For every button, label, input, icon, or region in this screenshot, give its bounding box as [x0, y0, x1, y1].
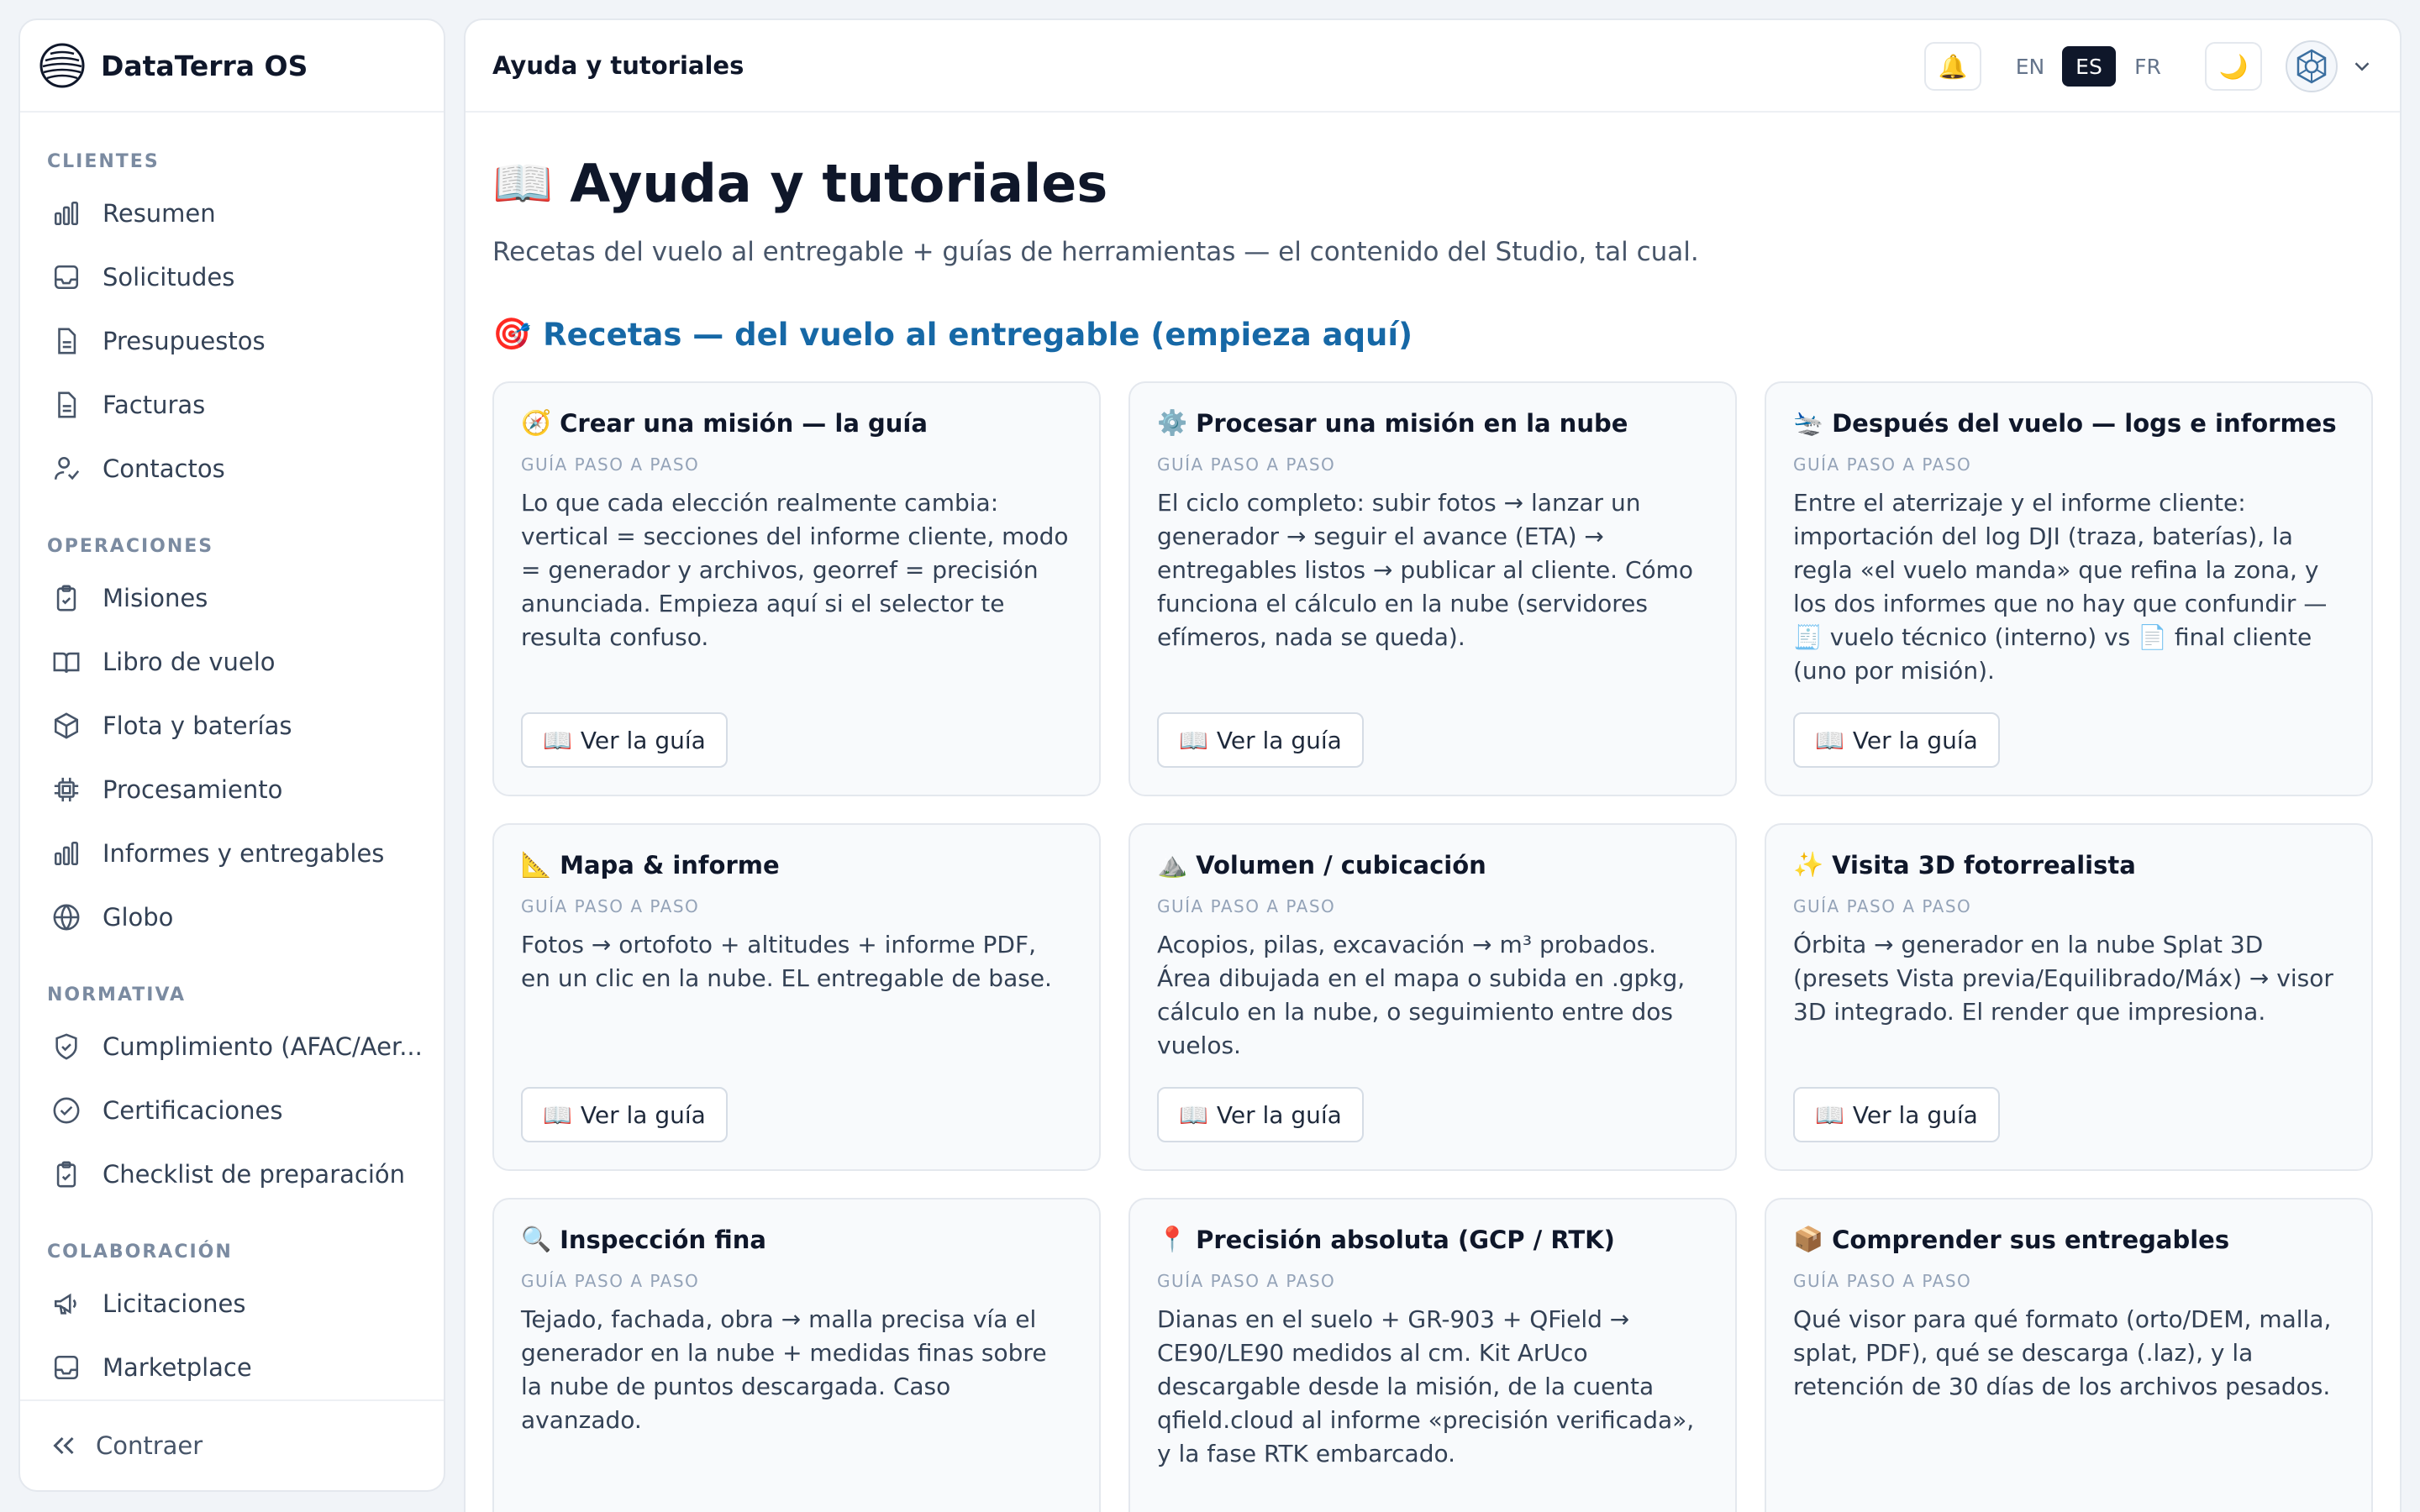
- card-description: Qué visor para qué formato (orto/DEM, malla, splat, PDF), qué se descarga (.laz), y la retención de 30 días de los archivos pesados.: [1793, 1305, 2332, 1400]
- card-title: [1157, 850, 1708, 879]
- card-tag: GUÍA PASO A PASO: [521, 454, 700, 475]
- sidebar-item-contactos[interactable]: [20, 437, 444, 501]
- gear-icon: ⚙️: [1157, 408, 1188, 437]
- sidebar-item-globo[interactable]: [20, 885, 444, 949]
- card-title-text: Visita 3D fotorrealista: [1832, 850, 2136, 879]
- sidebar-item-label: Informes y entregables: [103, 839, 385, 868]
- card-title: [521, 408, 1072, 438]
- contacts-icon: [52, 454, 81, 483]
- recipe-card: [1128, 1198, 1737, 1512]
- notifications-button[interactable]: [1924, 42, 1981, 91]
- recipe-card: [492, 381, 1101, 796]
- triangular-ruler-icon: 📐: [521, 850, 552, 879]
- card-tag: GUÍA PASO A PASO: [1157, 1271, 1336, 1291]
- magnifier-icon: 🔍: [521, 1225, 552, 1253]
- recipe-card: [1765, 823, 2373, 1171]
- card-title-text: Inspección fina: [560, 1225, 766, 1254]
- document-icon: [52, 327, 81, 355]
- card-title: [521, 1225, 1072, 1254]
- card-description: Fotos → ortofoto + altitudes + informe PDF, en un clic en la nube. EL entregable de base.: [521, 931, 1052, 992]
- nav-section-clientes: CLIENTES: [47, 151, 160, 172]
- card-title: [1157, 1225, 1708, 1254]
- card-title-text: Precisión absoluta (GCP / RTK): [1196, 1225, 1615, 1254]
- sidebar-item-label: Globo: [103, 903, 174, 932]
- sidebar-item-label: Facturas: [103, 391, 206, 419]
- sparkles-icon: ✨: [1793, 850, 1824, 879]
- card-title-text: Volumen / cubicación: [1196, 850, 1486, 879]
- network-hex-icon: [2292, 47, 2331, 86]
- sidebar-item-checklist[interactable]: [20, 1142, 444, 1206]
- sidebar-item-label: Licitaciones: [103, 1289, 246, 1318]
- view-guide-button[interactable]: [1793, 1087, 2000, 1142]
- card-title: [1793, 850, 2344, 879]
- sidebar-item-marketplace[interactable]: [20, 1336, 444, 1398]
- recipe-card: [492, 823, 1101, 1171]
- card-description: Acopios, pilas, excavación → m³ probados. Área dibujada en el mapa o subida en .gpkg, cálculo en la nube, o seguimiento entre dos vuelos.: [1157, 931, 1686, 1059]
- card-title-text: Crear una misión — la guía: [560, 408, 928, 438]
- lang-es-button[interactable]: ES: [2062, 46, 2116, 87]
- sidebar-item-libro-de-vuelo[interactable]: [20, 630, 444, 694]
- recipe-card: [1765, 381, 2373, 796]
- bell-icon: 🔔: [1938, 52, 1968, 81]
- bar-chart-icon: [52, 839, 81, 868]
- inbox-icon: [52, 1353, 81, 1382]
- sidebar-item-label: Procesamiento: [103, 775, 283, 804]
- recipe-card: [1765, 1198, 2373, 1512]
- view-guide-button[interactable]: [521, 1087, 728, 1142]
- recipe-card: [492, 1198, 1101, 1512]
- sidebar-item-label: Checklist de preparación: [103, 1160, 406, 1189]
- sidebar-item-presupuestos[interactable]: [20, 309, 444, 373]
- card-title-text: Comprender sus entregables: [1832, 1225, 2230, 1254]
- topbar: [466, 20, 2400, 113]
- card-tag: GUÍA PASO A PASO: [1157, 454, 1336, 475]
- chevron-down-icon[interactable]: [2349, 54, 2375, 79]
- page-title-text: Ayuda y tutoriales: [570, 152, 1108, 214]
- card-description: El ciclo completo: subir fotos → lanzar un generador → seguir el avance (ETA) → entregables listos → publicar al cliente. Cómo funciona el cálculo en la nube (servidores efímeros, nada se queda).: [1157, 489, 1694, 651]
- sidebar-item-label: Cumplimiento (AFAC/Aer...: [103, 1032, 423, 1061]
- sidebar-item-label: Presupuestos: [103, 327, 266, 355]
- section-heading: [492, 316, 2373, 353]
- shield-icon: [52, 1032, 81, 1061]
- sidebar-item-facturas[interactable]: [20, 373, 444, 437]
- sidebar-item-procesamiento[interactable]: [20, 758, 444, 822]
- nav-section-operaciones: OPERACIONES: [47, 536, 214, 557]
- button-label: Ver la guía: [580, 726, 706, 754]
- card-description: Entre el aterrizaje y el informe cliente: importación del log DJI (traza, baterías), la regla «el vuelo manda» que refina la zona, y los dos informes que no hay que confundir — 🧾 vuelo técnico (interno) vs 📄 final cliente (uno por misión).: [1793, 489, 2328, 685]
- theme-toggle-button[interactable]: [2205, 42, 2262, 91]
- open-book-icon: 📖: [1815, 726, 1844, 754]
- target-icon: 🎯: [492, 316, 532, 352]
- sidebar: [18, 18, 445, 1492]
- card-title-text: Procesar una misión en la nube: [1196, 408, 1628, 438]
- sidebar-item-label: Libro de vuelo: [103, 648, 276, 676]
- book-icon: [52, 648, 81, 676]
- package-icon: 📦: [1793, 1225, 1824, 1253]
- view-guide-button[interactable]: [1157, 1087, 1364, 1142]
- brand-name: DataTerra OS: [101, 49, 308, 82]
- sidebar-item-informes[interactable]: [20, 822, 444, 885]
- view-guide-button[interactable]: [1793, 712, 2000, 768]
- collapse-sidebar-button[interactable]: [20, 1399, 444, 1490]
- open-book-icon: 📖: [543, 726, 572, 754]
- box-icon: [52, 711, 81, 740]
- recipe-card: [1128, 823, 1737, 1171]
- topbar-actions: [1924, 40, 2375, 92]
- page-title: [492, 150, 2373, 217]
- open-book-icon: 📖: [1179, 1100, 1208, 1129]
- button-label: Ver la guía: [580, 1100, 706, 1129]
- card-title: [521, 850, 1072, 879]
- lang-en-button[interactable]: EN: [2015, 54, 2045, 79]
- recipes-grid: [492, 381, 2373, 1512]
- sidebar-item-label: Certificaciones: [103, 1096, 283, 1125]
- sidebar-item-flota-y-baterias[interactable]: [20, 694, 444, 758]
- nav-section-colaboracion: COLABORACIÓN: [47, 1242, 233, 1263]
- moon-icon: 🌙: [2218, 52, 2249, 81]
- card-description: Lo que cada elección realmente cambia: vertical = secciones del informe cliente, modo = generador y archivos, georref = precisión anunciada. Empieza aquí si el selector te resulta confuso.: [521, 489, 1069, 651]
- button-label: Ver la guía: [1216, 1100, 1342, 1129]
- clipboard-check-icon: [52, 1160, 81, 1189]
- sidebar-item-certificaciones[interactable]: [20, 1079, 444, 1142]
- compass-icon: 🧭: [521, 408, 552, 437]
- mountain-icon: ⛰️: [1157, 850, 1188, 879]
- topbar-title: Ayuda y tutoriales: [492, 51, 744, 80]
- chevrons-left-icon: [49, 1431, 79, 1461]
- nav-section-normativa: NORMATIVA: [47, 984, 187, 1005]
- card-title: [1793, 1225, 2344, 1254]
- avatar[interactable]: [2286, 40, 2338, 92]
- card-title-text: Mapa & informe: [560, 850, 780, 879]
- document-icon: [52, 391, 81, 419]
- view-guide-button[interactable]: [521, 712, 728, 768]
- card-tag: GUÍA PASO A PASO: [1157, 896, 1336, 916]
- globe-logo-icon: [39, 42, 86, 89]
- sidebar-item-label: Contactos: [103, 454, 225, 483]
- landing-plane-icon: 🛬: [1793, 408, 1824, 437]
- megaphone-icon: [52, 1289, 81, 1318]
- button-label: Ver la guía: [1852, 1100, 1978, 1129]
- sidebar-item-label: Marketplace: [103, 1353, 252, 1382]
- content: [466, 150, 2400, 1512]
- main-panel: [464, 18, 2402, 1512]
- lang-fr-button[interactable]: FR: [2134, 54, 2161, 79]
- sidebar-item-licitaciones[interactable]: [20, 1272, 444, 1336]
- card-tag: GUÍA PASO A PASO: [521, 896, 700, 916]
- sidebar-item-label: Misiones: [103, 584, 208, 612]
- cpu-icon: [52, 775, 81, 804]
- section-heading-text: Recetas — del vuelo al entregable (empieza aquí): [543, 316, 1413, 353]
- page-subtitle: Recetas del vuelo al entregable + guías de herramientas — el contenido del Studio, tal cual.: [492, 237, 1699, 267]
- check-circle-icon: [52, 1096, 81, 1125]
- card-title: [1157, 408, 1708, 438]
- card-title: [1793, 408, 2344, 438]
- open-book-icon: 📖: [543, 1100, 572, 1129]
- sidebar-item-misiones[interactable]: [20, 566, 444, 630]
- sidebar-item-solicitudes[interactable]: [20, 245, 444, 309]
- card-tag: GUÍA PASO A PASO: [1793, 454, 1972, 475]
- button-label: Ver la guía: [1216, 726, 1342, 754]
- collapse-label: Contraer: [96, 1431, 203, 1460]
- pin-icon: 📍: [1157, 1225, 1188, 1253]
- card-tag: GUÍA PASO A PASO: [1793, 896, 1972, 916]
- bar-chart-icon: [52, 199, 81, 228]
- card-description: Dianas en el suelo + GR-903 + QField → CE90/LE90 medidos al cm. Kit ArUco descargable desde la misión, de la cuenta qfield.cloud al informe «precisión verificada», y la fase RTK embarcado.: [1157, 1305, 1695, 1467]
- sidebar-item-label: Resumen: [103, 199, 216, 228]
- view-guide-button[interactable]: [1157, 712, 1364, 768]
- brand[interactable]: [20, 20, 444, 113]
- clipboard-icon: [52, 584, 81, 612]
- globe-icon: [52, 903, 81, 932]
- open-book-icon: 📖: [492, 154, 554, 212]
- sidebar-item-label: Solicitudes: [103, 263, 235, 291]
- open-book-icon: 📖: [1179, 726, 1208, 754]
- button-label: Ver la guía: [1852, 726, 1978, 754]
- card-tag: GUÍA PASO A PASO: [1793, 1271, 1972, 1291]
- sidebar-nav[interactable]: [20, 114, 444, 1398]
- inbox-icon: [52, 263, 81, 291]
- recipe-card: [1128, 381, 1737, 796]
- sidebar-item-label: Flota y baterías: [103, 711, 292, 740]
- card-description: Tejado, fachada, obra → malla precisa vía el generador en la nube + medidas finas sobre la nube de puntos descargada. Caso avanzado.: [521, 1305, 1047, 1434]
- open-book-icon: 📖: [1815, 1100, 1844, 1129]
- card-title-text: Después del vuelo — logs e informes: [1832, 408, 2337, 438]
- sidebar-item-resumen[interactable]: [20, 181, 444, 245]
- sidebar-item-cumplimiento[interactable]: [20, 1015, 444, 1079]
- card-tag: GUÍA PASO A PASO: [521, 1271, 700, 1291]
- card-description: Órbita → generador en la nube Splat 3D (presets Vista previa/Equilibrado/Máx) → visor 3D integrado. El render que impresiona.: [1793, 931, 2333, 1026]
